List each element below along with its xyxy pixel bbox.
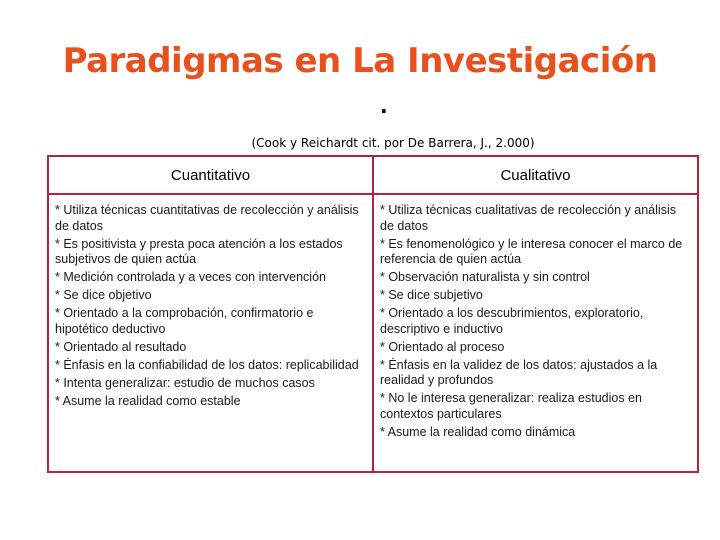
comparison-table [47, 155, 699, 473]
cuantitativo-item: * Orientado a la comprobación, confirmatorio e hipotético deductivo [55, 306, 314, 336]
table-body-row [48, 194, 698, 472]
cualitativo-item: * Orientado al proceso [380, 339, 505, 354]
cualitativo-item: * Se dice subjetivo [380, 288, 483, 302]
cuantitativo-item: * Orientado al resultado [55, 339, 187, 354]
cuantitativo-item: * Se dice objetivo [55, 288, 152, 302]
cualitativo-cell [373, 194, 698, 472]
cualitativo-item: * Utiliza técnicas cualitativas de recolección y análisis de datos [380, 203, 676, 233]
cualitativo-item: * Es fenomenológico y le interesa conocer el marco de referencia de quien actúa [380, 236, 683, 266]
cuantitativo-item: * Intenta generalizar: estudio de muchos casos [55, 375, 315, 390]
cuantitativo-item: * Es positivista y presta poca atención a los estados subjetivos de quien actúa [55, 236, 343, 266]
cuantitativo-item: * Utiliza técnicas cuantitativas de recolección y análisis de datos [55, 203, 359, 233]
citation: (Cook y Reichardt cit. por De Barrera, J., 2.000) [251, 136, 535, 150]
cualitativo-item: * Énfasis en la validez de los datos: ajustados a la realidad y profundos [380, 357, 658, 387]
cualitativo-item: * Asume la realidad como dinámica [380, 424, 576, 439]
cuantitativo-item: * Énfasis en la confiabilidad de los datos: replicabilidad [55, 357, 359, 372]
cualitativo-item: * Observación naturalista y sin control [380, 270, 590, 284]
cualitativo-item: * Orientado a los descubrimientos, exploratorio, descriptivo e inductivo [380, 306, 644, 336]
cualitativo-item: * No le interesa generalizar: realiza estudios en contextos particulares [380, 391, 642, 421]
cuantitativo-cell [48, 194, 373, 472]
table-header-row [48, 156, 698, 194]
cuantitativo-item: * Medición controlada y a veces con intervención [55, 270, 326, 284]
slide-title: Paradigmas en La Investigación [62, 41, 658, 81]
header-cuantitativo: Cuantitativo [48, 156, 373, 194]
title-dot: . [380, 94, 388, 118]
cuantitativo-item: * Asume la realidad como estable [55, 393, 241, 408]
header-cualitativo: Cualitativo [373, 156, 698, 194]
